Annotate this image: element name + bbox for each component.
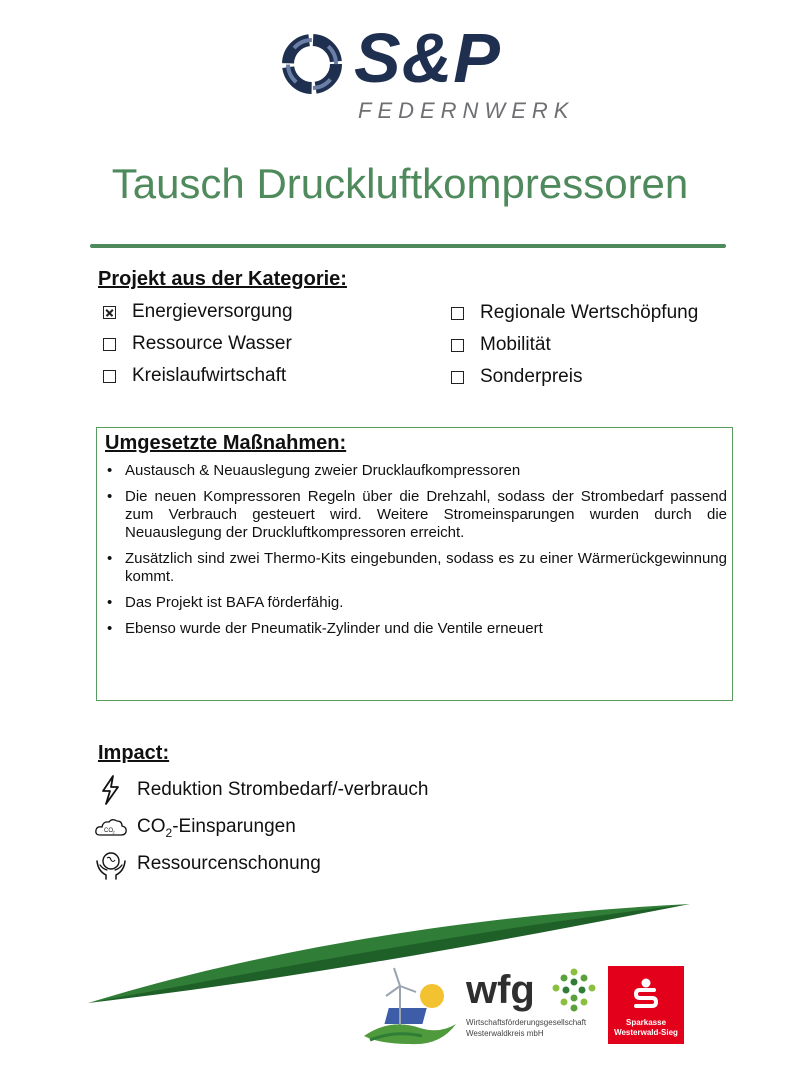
wfg-name-line2: Westerwaldkreis mbH [466,1029,544,1038]
wfg-name-line1: Wirtschaftsförderungsgesellschaft [466,1018,587,1027]
category-item-sonderpreis [451,361,698,393]
impact-label-post: -Einsparungen [172,816,296,838]
wfg-wordmark: wfg [466,968,535,1012]
title-divider [90,244,726,248]
category-item-kreislaufwirtschaft [103,360,293,392]
category-label: Mobilität [480,334,551,355]
category-checkbox [451,307,464,320]
impact-heading: Impact: [98,742,170,764]
bullet: • [107,488,113,505]
sparkasse-logo [608,966,684,1044]
impact-item-co2 [94,810,296,846]
sp-federnwerk-logo [278,19,575,124]
wfg-logo [466,966,600,1046]
measure-text: Die neuen Kompressoren Regeln über die Drehzahl, sodass der Strombedarf passend zum Verbrauch gesteuert wird. Weitere Stromeinsparungen wurden durch die Neuauslegung der Druckluftkompressoren erreicht. [125,488,727,541]
impact-item-ressourcen [94,846,321,882]
category-checkbox [451,339,464,352]
measure-text: Austausch & Neuauslegung zweier Drucklaufkompressoren [125,462,521,479]
measure-item [105,462,727,480]
bullet: • [107,620,113,637]
sparkasse-name-line1: Sparkasse [625,1018,667,1027]
impact-label: Reduktion Strombedarf/-verbrauch [137,779,429,800]
measures-heading: Umgesetzte Maßnahmen: [105,432,347,454]
measure-text: Das Projekt ist BAFA förderfähig. [125,594,344,611]
category-label: Ressource Wasser [132,333,292,354]
sp-logo-ring-icon [278,30,346,98]
measure-item [105,488,727,542]
category-label: Energieversorgung [132,301,293,322]
bullet: • [107,550,113,567]
category-heading: Projekt aus der Kategorie: [98,268,347,290]
category-item-regionale-wertschoepfung [451,297,698,329]
impact-label-sub: 2 [165,825,173,840]
category-item-mobilitaet [451,329,698,361]
category-label: Kreislaufwirtschaft [132,365,287,386]
bullet: • [107,594,113,611]
lightning-icon [94,773,128,807]
impact-label-pre: CO [137,816,166,838]
category-checkbox [451,371,464,384]
category-item-ressource-wasser [103,328,293,360]
impact-item-strombedarf [94,772,428,808]
impact-label [137,816,296,840]
category-checkbox [103,370,116,383]
measure-item [105,620,727,638]
category-checkbox [103,338,116,351]
windpark-energy-logo [360,966,460,1048]
category-item-energieversorgung [103,296,293,328]
category-checkbox [103,306,116,319]
co2-cloud-icon [94,811,128,845]
measure-item [105,550,727,586]
measure-item [105,594,727,612]
page-title: Tausch Druckluftkompressoren [111,160,689,207]
category-list-right [451,297,698,393]
co2-cloud-text: CO [104,828,113,834]
category-label: Regionale Wertschöpfung [480,302,699,323]
measures-list [105,462,727,646]
measures-box [96,427,733,701]
co2-cloud-sub: 2 [112,829,115,835]
impact-label: Ressourcenschonung [137,853,321,874]
sparkasse-name-line2: Westerwald-Sieg [614,1028,678,1037]
category-list-left [103,296,293,392]
logo-name: S&P [354,19,501,97]
category-label: Sonderpreis [480,366,583,387]
measure-text: Ebenso wurde der Pneumatik-Zylinder und die Ventile erneuert [125,620,543,637]
hands-globe-icon [94,847,128,881]
sparkasse-s-icon [630,978,662,1014]
logo-subtitle: FEDERNWERK [358,98,575,123]
wfg-dots-icon [552,968,596,1012]
bullet: • [107,462,113,479]
measure-text: Zusätzlich sind zwei Thermo-Kits eingebunden, sodass es zu einer Wärmerückgewinnung kommt. [125,550,727,585]
